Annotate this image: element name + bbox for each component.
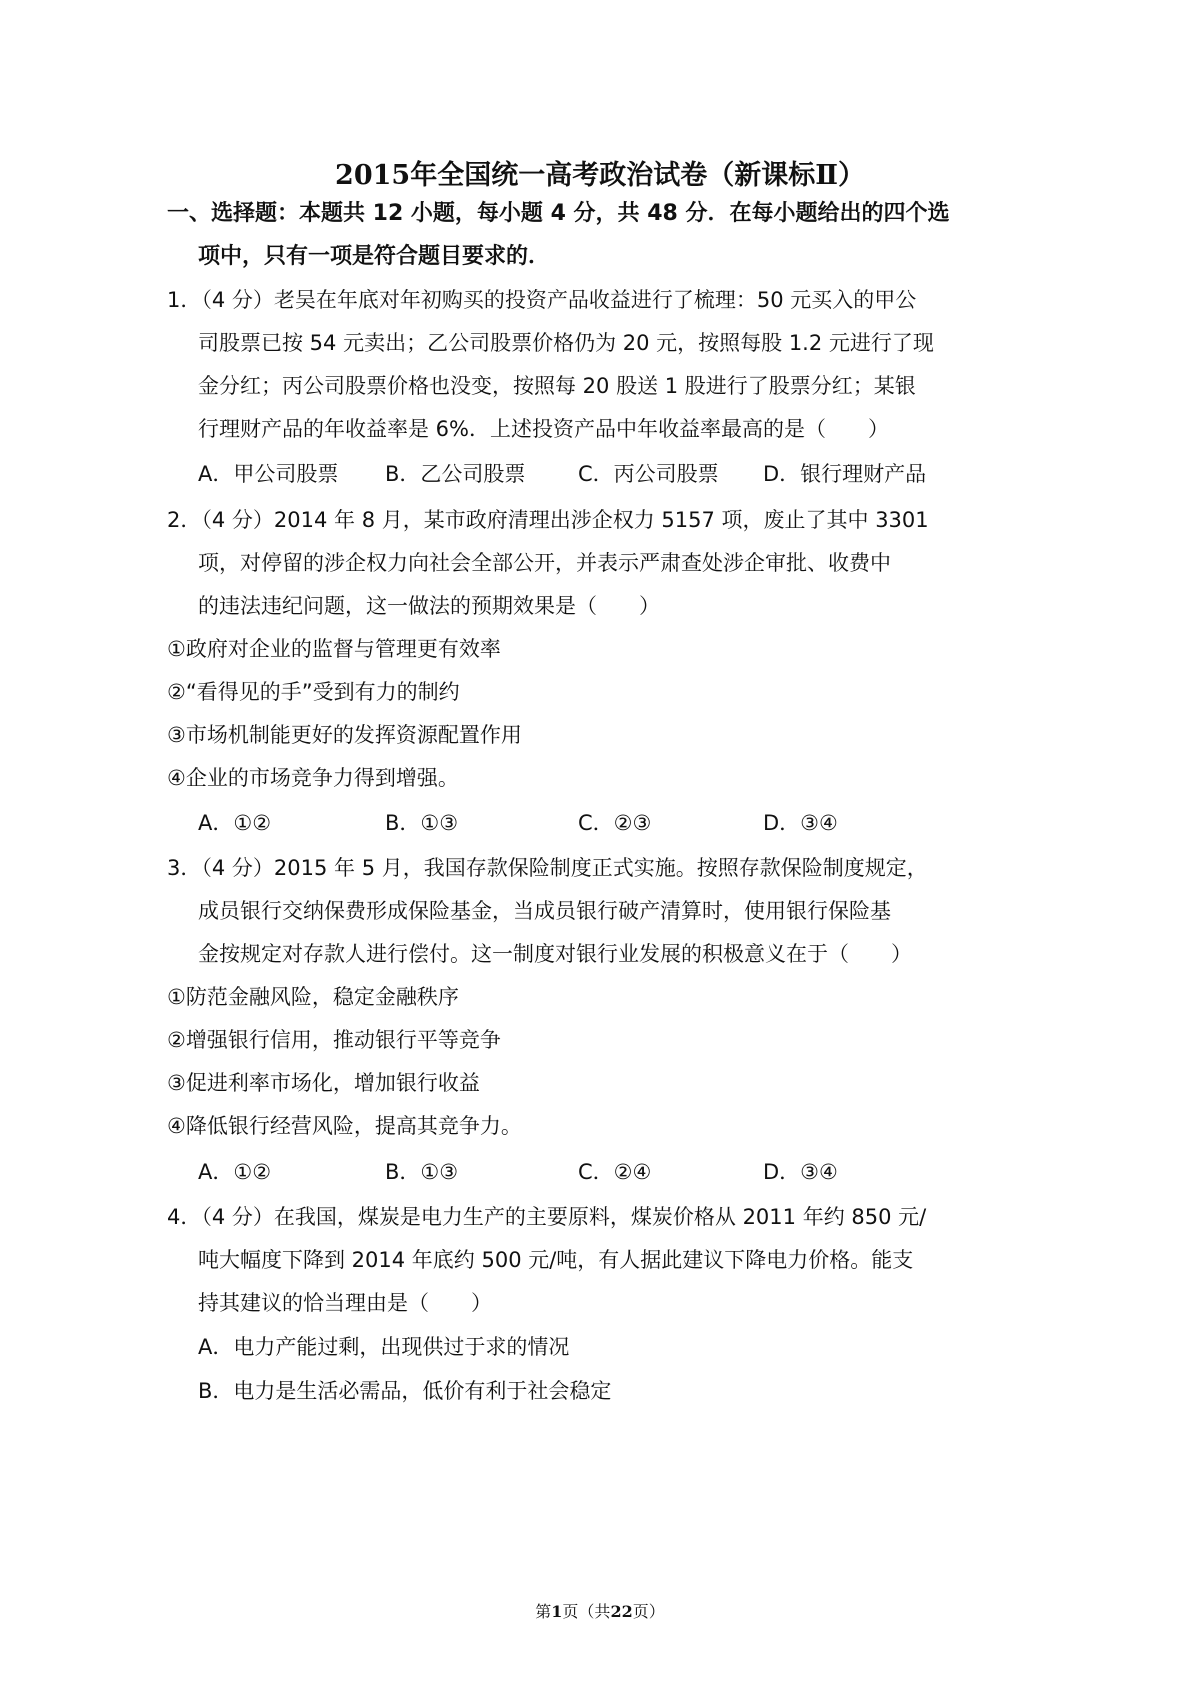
footer-middle: 页（共 — [562, 1602, 611, 1621]
question-3-option-b: B．①③ — [385, 1160, 459, 1184]
question-4-line: 4．（4 分）在我国，煤炭是电力生产的主要原料，煤炭价格从 2011 年约 850 元/ — [167, 1205, 927, 1229]
page-footer — [0, 1600, 1200, 1624]
question-2-statement: ①政府对企业的监督与管理更有效率 — [167, 637, 501, 661]
question-3-statement: ②增强银行信用，推动银行平等竞争 — [167, 1028, 501, 1052]
question-3-line: 3．（4 分）2015 年 5 月，我国存款保险制度正式实施。按照存款保险制度规定， — [167, 856, 928, 880]
question-4-option-b: B．电力是生活必需品，低价有利于社会稳定 — [198, 1379, 612, 1403]
footer-page-number: 1 — [551, 1602, 563, 1621]
footer-total-pages: 22 — [610, 1602, 633, 1621]
question-4-option-a: A．电力产能过剩，出现供过于求的情况 — [198, 1335, 570, 1359]
question-2-statement: ②“看得见的手”受到有力的制约 — [167, 680, 460, 704]
question-2-line: 的违法违纪问题，这一做法的预期效果是（ ） — [198, 594, 660, 618]
footer-prefix: 第 — [535, 1602, 552, 1621]
question-2-statement: ④企业的市场竞争力得到增强。 — [167, 766, 459, 790]
question-3-option-c: C．②④ — [578, 1160, 652, 1184]
question-2-statement: ③市场机制能更好的发挥资源配置作用 — [167, 723, 522, 747]
question-1-option-b: B．乙公司股票 — [385, 462, 526, 486]
question-1-option-a: A．甲公司股票 — [198, 462, 339, 486]
question-3-statement: ③促进利率市场化，增加银行收益 — [167, 1071, 480, 1095]
question-1-line: 1．（4 分）老吴在年底对年初购买的投资产品收益进行了梳理：50 元买入的甲公 — [167, 288, 917, 312]
question-2-line: 项，对停留的涉企权力向社会全部公开，并表示严肃查处涉企审批、收费中 — [198, 551, 891, 575]
question-1-line: 金分红；丙公司股票价格也没变，按照每 20 股送 1 股进行了股票分红；某银 — [198, 374, 916, 398]
question-2-option-b: B．①③ — [385, 811, 459, 835]
question-2-option-d: D．③④ — [763, 811, 838, 835]
question-1-option-d: D．银行理财产品 — [763, 462, 927, 486]
question-1-option-c: C．丙公司股票 — [578, 462, 719, 486]
question-3-statement: ①防范金融风险，稳定金融秩序 — [167, 985, 459, 1009]
question-3-statement: ④降低银行经营风险，提高其竞争力。 — [167, 1114, 522, 1138]
question-2-option-c: C．②③ — [578, 811, 652, 835]
question-4-line: 吨大幅度下降到 2014 年底约 500 元/吨，有人据此建议下降电力价格。能支 — [198, 1248, 914, 1272]
question-3-line: 金按规定对存款人进行偿付。这一制度对银行业发展的积极意义在于（ ） — [198, 942, 912, 966]
question-2-option-a: A．①② — [198, 811, 272, 835]
page-title: 2015年全国统一高考政治试卷（新课标Ⅱ） — [335, 160, 865, 191]
question-2-line: 2．（4 分）2014 年 8 月，某市政府清理出涉企权力 5157 项，废止了其中 3301 — [167, 508, 929, 532]
question-3-line: 成员银行交纳保费形成保险基金，当成员银行破产清算时，使用银行保险基 — [198, 899, 891, 923]
section-heading-line-1: 一、选择题：本题共 12 小题，每小题 4 分，共 48 分．在每小题给出的四个选 — [167, 201, 950, 226]
question-1-line: 行理财产品的年收益率是 6%．上述投资产品中年收益率最高的是（ ） — [198, 417, 889, 441]
question-1-line: 司股票已按 54 元卖出；乙公司股票价格仍为 20 元，按照每股 1.2 元进行了现 — [198, 331, 934, 355]
question-3-option-a: A．①② — [198, 1160, 272, 1184]
section-heading-line-2: 项中，只有一项是符合题目要求的． — [198, 244, 551, 269]
question-3-option-d: D．③④ — [763, 1160, 838, 1184]
question-4-line: 持其建议的恰当理由是（ ） — [198, 1291, 492, 1315]
footer-suffix: 页） — [632, 1602, 665, 1621]
